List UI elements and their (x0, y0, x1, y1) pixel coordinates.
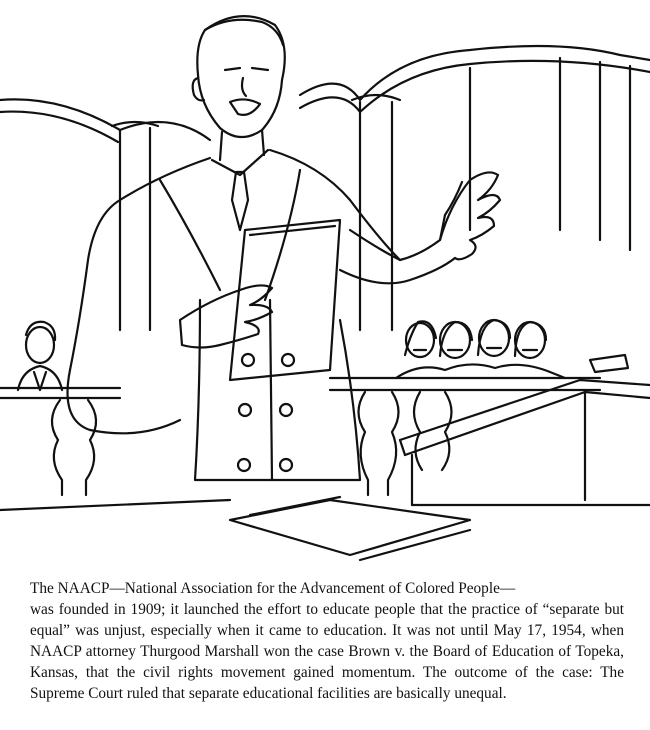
seated-man-left (18, 322, 62, 390)
papers (0, 497, 470, 560)
caption-text (30, 578, 624, 704)
caption-first-line: The NAACP—National Association for the Advancement of Colored People— (30, 580, 516, 597)
caption-body: was founded in 1909; it launched the effort to educate people that the practice of “separate but equal” was unjust, especially when it came to education. It was not until May 17, 1954, when NAACP attorney Thurgood Marshall won the case Brown v. the Board of Education of Topeka, Kansas, that the civil rights movement gained momentum. The outcome of the case: The Supreme Court ruled that separate educational facilities are basically unequal. (30, 601, 624, 702)
columns (112, 58, 630, 330)
jury-members (396, 320, 565, 378)
background-arches (0, 46, 650, 142)
balustrade (0, 378, 600, 495)
speaker-figure (68, 16, 501, 480)
